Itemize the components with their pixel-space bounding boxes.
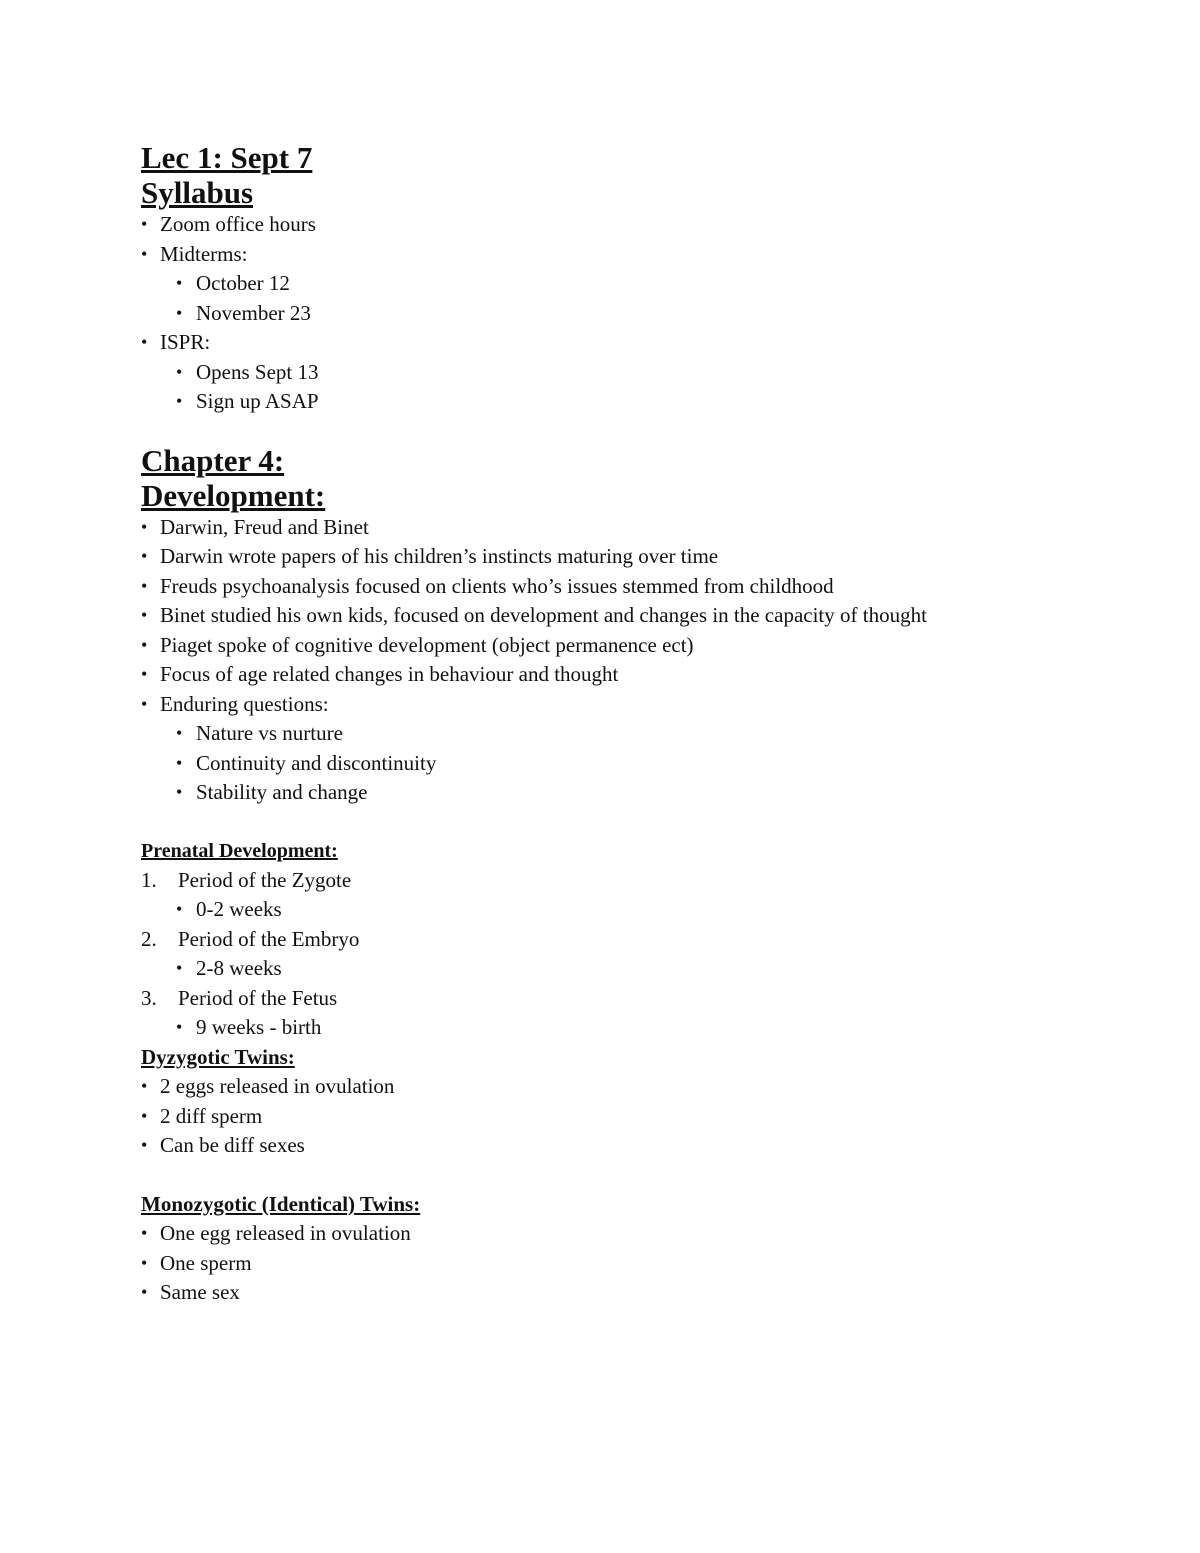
bullet-icon: • <box>141 1076 148 1096</box>
list-item: • One egg released in ovulation <box>141 1219 1101 1249</box>
dizygotic-list <box>141 1072 1101 1161</box>
bullet-icon: • <box>176 958 183 978</box>
sub-list-item: • Opens Sept 13 <box>141 358 1101 388</box>
sub-list-item: • Nature vs nurture <box>141 719 1101 749</box>
list-item: • Enduring questions: <box>141 690 1101 720</box>
sub-list-item: • 2-8 weeks <box>141 954 1101 984</box>
monozygotic-heading: Monozygotic (Identical) Twins: <box>141 1191 421 1216</box>
bullet-icon: • <box>141 605 148 625</box>
list-item: • Darwin, Freud and Binet <box>141 513 1101 543</box>
chapter-list <box>141 513 1101 808</box>
bullet-icon: • <box>141 1105 148 1126</box>
numbered-item: 2. Period of the Embryo <box>141 925 1101 955</box>
list-item: • Same sex <box>141 1278 1101 1308</box>
bullet-icon: • <box>176 302 183 323</box>
bullet-icon: • <box>176 782 183 802</box>
item-number: 1. <box>141 867 157 892</box>
list-item: • 2 diff sperm <box>141 1102 1101 1132</box>
list-item: • Binet studied his own kids, focused on development and changes in the capacity of thought <box>141 601 1101 631</box>
sub-list-item: • Sign up ASAP <box>141 387 1101 417</box>
bullet-icon: • <box>141 634 148 655</box>
numbered-item: 3. Period of the Fetus <box>141 984 1101 1014</box>
bullet-icon: • <box>141 546 148 566</box>
bullet-icon: • <box>141 332 148 352</box>
syllabus-list <box>141 210 1101 417</box>
item-number: 2. <box>141 926 157 951</box>
item-number: 3. <box>141 985 157 1010</box>
bullet-icon: • <box>141 575 148 596</box>
list-item: • One sperm <box>141 1249 1101 1279</box>
list-item: • Freuds psychoanalysis focused on clients who’s issues stemmed from childhood <box>141 572 1101 602</box>
monozygotic-list <box>141 1219 1101 1308</box>
bullet-icon: • <box>141 516 148 537</box>
document-page <box>141 140 1101 1308</box>
prenatal-list <box>141 866 1101 1043</box>
bullet-icon: • <box>141 1282 148 1302</box>
bullet-icon: • <box>176 273 183 293</box>
bullet-icon: • <box>176 391 183 411</box>
prenatal-heading: Prenatal Development: <box>141 839 338 862</box>
chapter-subheading: Development: <box>141 477 326 513</box>
bullet-icon: • <box>141 214 148 234</box>
bullet-icon: • <box>141 664 148 684</box>
bullet-icon: • <box>176 899 183 919</box>
sub-list-item: • Stability and change <box>141 778 1101 808</box>
bullet-icon: • <box>141 243 148 264</box>
sub-list-item: • 9 weeks - birth <box>141 1013 1101 1043</box>
sub-list-item: • November 23 <box>141 299 1101 329</box>
bullet-icon: • <box>141 1252 148 1273</box>
list-item: • 2 eggs released in ovulation <box>141 1072 1101 1102</box>
dizygotic-heading: Dyzygotic Twins: <box>141 1044 295 1069</box>
chapter-heading: Chapter 4: <box>141 442 285 478</box>
lecture-title: Lec 1: Sept 7 <box>141 140 313 175</box>
list-item: • Midterms: <box>141 240 1101 270</box>
bullet-icon: • <box>176 752 183 773</box>
sub-list-item: • 0-2 weeks <box>141 895 1101 925</box>
bullet-icon: • <box>141 693 148 714</box>
bullet-icon: • <box>141 1135 148 1155</box>
bullet-icon: • <box>141 1223 148 1243</box>
syllabus-heading: Syllabus <box>141 175 254 210</box>
list-item: • Focus of age related changes in behaviour and thought <box>141 660 1101 690</box>
numbered-item: 1. Period of the Zygote <box>141 866 1101 896</box>
bullet-icon: • <box>176 361 183 382</box>
sub-list-item: • October 12 <box>141 269 1101 299</box>
list-item: • Piaget spoke of cognitive development (object permanence ect) <box>141 631 1101 661</box>
list-item: • Zoom office hours <box>141 210 1101 240</box>
bullet-icon: • <box>176 1017 183 1037</box>
sub-list-item: • Continuity and discontinuity <box>141 749 1101 779</box>
list-item: • Can be diff sexes <box>141 1131 1101 1161</box>
list-item: • ISPR: <box>141 328 1101 358</box>
bullet-icon: • <box>176 723 183 743</box>
list-item: • Darwin wrote papers of his children’s instincts maturing over time <box>141 542 1101 572</box>
